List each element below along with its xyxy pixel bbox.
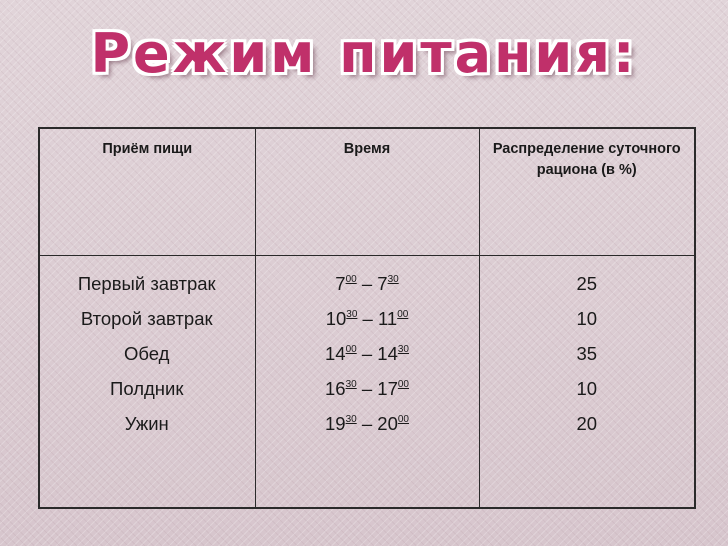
slide-title: Режим питания: (90, 22, 638, 85)
start-hour: 7 (335, 273, 346, 294)
start-hour: 10 (325, 308, 347, 329)
time-range: $14^{00} - 14^{30}$ (325, 343, 409, 364)
end-minute: 30 (387, 274, 399, 285)
meal-column (39, 256, 255, 509)
end-minute: 30 (397, 344, 409, 355)
end-hour: 17 (377, 378, 398, 399)
meal-name: Первый завтрак (77, 273, 216, 294)
start-minute: 30 (346, 309, 358, 320)
table-header-row (39, 128, 695, 256)
meal-name: Полдник (110, 378, 184, 399)
end-hour: 7 (377, 273, 388, 294)
start-hour: 14 (325, 343, 346, 364)
percent-value: 25 (576, 273, 598, 294)
header-distribution: Распределение суточного рациона (в %) (479, 128, 695, 256)
header-time: Время (255, 128, 479, 256)
time-range: $19^{30} - 20^{00}$ (325, 413, 409, 434)
start-hour: 16 (325, 378, 346, 399)
header-meal: Приём пищи (39, 128, 255, 256)
percent-value: 10 (576, 378, 598, 399)
end-hour: 11 (377, 308, 398, 329)
table-row (39, 256, 695, 509)
start-minute: 30 (345, 379, 357, 390)
time-range: $10^{30} - 11^{00}$ (325, 308, 409, 329)
end-minute: 00 (397, 309, 409, 320)
meal-name: Второй завтрак (80, 308, 213, 329)
percent-column (479, 256, 695, 509)
start-minute: 00 (345, 344, 357, 355)
start-hour: 19 (325, 413, 346, 434)
meal-schedule-table (38, 127, 696, 509)
end-hour: 14 (377, 343, 398, 364)
end-minute: 00 (397, 379, 409, 390)
end-minute: 00 (397, 414, 409, 425)
percent-value: 35 (576, 343, 598, 364)
time-range: $7^{00} - 7^{30}$ (335, 273, 399, 294)
end-hour: 20 (377, 413, 398, 434)
percent-value: 10 (576, 308, 598, 329)
meal-name: Обед (124, 343, 170, 364)
start-minute: 00 (345, 274, 357, 285)
percent-value: 20 (576, 413, 598, 434)
time-column (255, 256, 479, 509)
time-range: $16^{30} - 17^{00}$ (325, 378, 409, 399)
meal-name: Ужин (124, 413, 169, 434)
start-minute: 30 (345, 414, 357, 425)
